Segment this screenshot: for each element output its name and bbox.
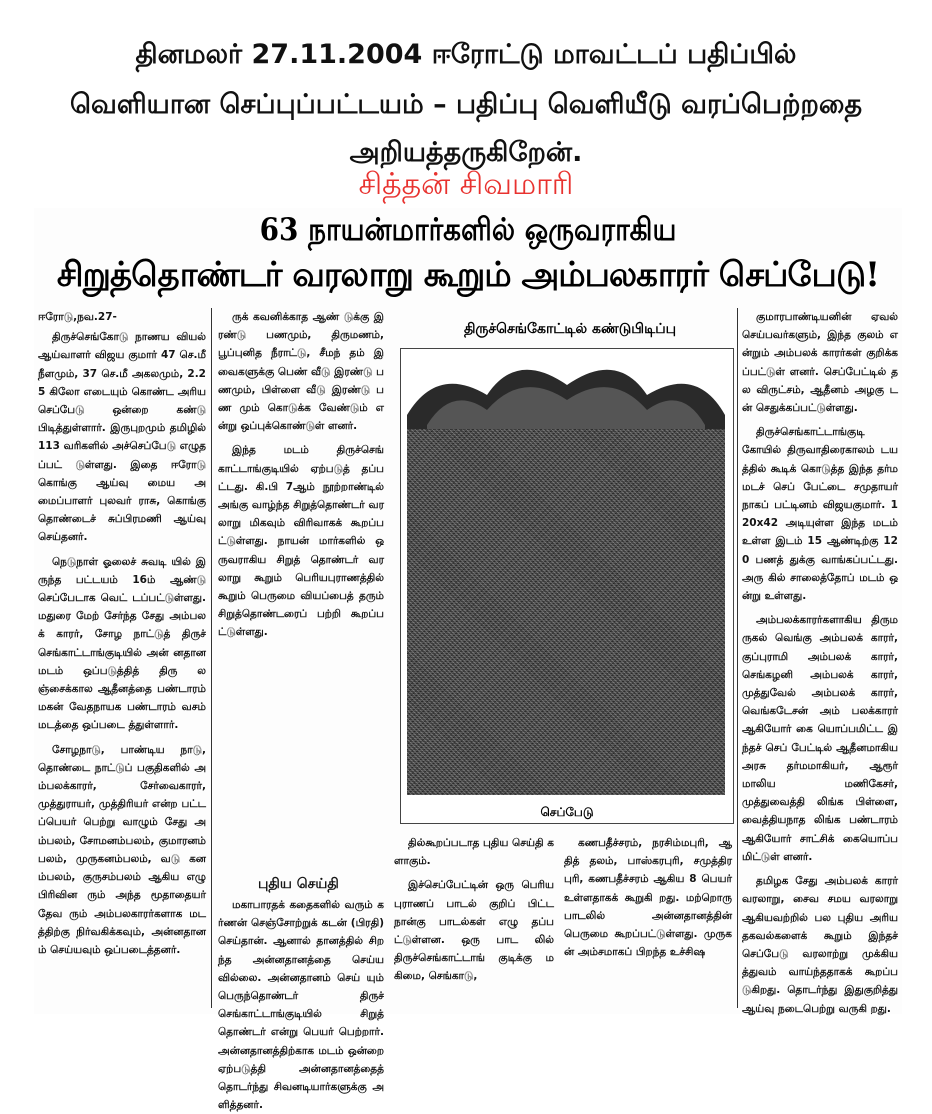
column-divider — [737, 308, 738, 1008]
paragraph: தமிழக சேது அம்பலக் காரர் வரலாறு, சைவ சமய வரலாறு ஆகியவற்றில் பல புதிய அரிய தகவல்களைக் கூறும் இந்தச் செப்பேடு வரலாற்று முக்கியத்துவம் வாய்ந்ததாகக் கூறப்படுகிறது. தொடர்ந்து இதுகுறித்து ஆய்வு நடைபெற்று வருகி றது. — [742, 875, 898, 1015]
copper-plate-image — [407, 429, 725, 795]
newspaper-clipping — [34, 208, 902, 1112]
paragraph: குமாரபாண்டியனின் ஏவல் செய்பவர்களும், இந்த குலம் என்றும் அம்பலக் காரர்கள் குறிக்கப்பட்டுள் ளனர். செப்பேட்டில் தல விருட்சம், ஆதீனம் அழகு டன் செதுக்கப்பட்டுள்ளது. — [742, 311, 898, 415]
paragraph: திருச்செங்கோடு நாணய வியல் ஆய்வாளர் விஜய குமார் 47 செ.மீ நீளமும், 37 செ.மீ அகலமும், 2.25 கிலோ எடையும் கொண்ட அரிய செப்பேடு ஒன்றை கண்டு பிடித்துள்ளார். இருபுறமும் தமிழில் 113 வரிகளில் அச்செப்பேடு எழுதப்பட் டுள்ளது. இதை ஈரோடு கொங்கு ஆய்வு மைய அமைப்பாளர் புலவர் ராசு, கொங்கு தொண்டைச் சுப்பிரமணி ஆய்வு செய்தனர். — [38, 331, 206, 544]
article-column-4 — [564, 834, 732, 1010]
paragraph: நெடுநாள் ஓலைச் சுவடி யில் இருந்த பட்டயம் 16ம் ஆண்டு செப்பேடாக வெட் டப்பட்டுள்ளது. மதுரை மேற் சேர்ந்த சேது அம்பலக் காரர், சோழ நாட்டுத் திருச் செங்காட்டாங்குடியில் அன் னதான மடம் ஒப்படுத்தித் திரு லஞ்சைக்கால ஆதீனத்தை பண்டாரம் மகன் வேதநாயக பண்டாரம் வசம் மடத்தை ஒப்படை த்துள்ளார். — [38, 555, 206, 732]
headline-line-2: சிறுத்தொண்டர் வரலாறு கூறும் அம்பலகாரர் செப்பேடு! — [56, 255, 880, 295]
paragraph: தில்கூறப்படாத புதிய செய்தி களாகும். — [394, 837, 555, 868]
article-column-1 — [38, 308, 206, 1008]
article-column-2-continued — [218, 868, 384, 1112]
headline-line-1: 63 நாயன்மார்களில் ஒருவராகிய — [259, 212, 677, 248]
paragraph: சோழநாடு, பாண்டிய நாடு, தொண்டை நாட்டுப் பகுதிகளில் அம்பலக்காரர், சேர்வைகாரர், முத்துராயர், முத்திரியர் என்ற பட்டப்பெயர் பெற்று வாழும் சேது அம்பலம், சோமனம்பலம், குமாரனம் பலம், முருகனம்பலம், வடு கனம்பலம், குருசம்பலம் ஆகிய எழு பிரிவின ரும் அந்த மூதாதையர் தேவ ரும் அம்பலகாரர்களாக மடத்திற்கு நிர்வகிக்கவும், அன்னதானம் செய்யவும் ஒப்படைத்தனர். — [38, 743, 206, 956]
photo-title: திருச்செங்கோட்டில் கண்டுபிடிப்பு — [463, 321, 677, 337]
article-column-2 — [218, 308, 384, 868]
paragraph: இந்த மடம் திருச்செங் காட்டாங்குடியில் ஏற்படுத் தப்பட்டது. கி.பி 7ஆம் நூற்றாண்டில் அங்கு வாழ்ந்த சிறுத்தொண்டர் வரலாறு மிகவும் விரிவாகக் கூறப்பட்டுள்ளது. நாயன் மார்களில் ஒருவராகிய சிறுத் தொண்டர் வரலாறு கூறும் பெரியபுராணத்தில் கூறும் பெருமை வியப்பைத் தரும் சிறுத்தொண்டரைப் பற்றி கூறப்பட்டுள்ளது. — [218, 444, 384, 639]
column-divider — [211, 308, 212, 1008]
caption-line-1: தினமலர் 27.11.2004 ஈரோட்டு மாவட்டப் பதிப்பில் — [135, 39, 797, 70]
paragraph: அம்பலக்காரர்களாகிய திருமருகல் வெங்கு அம்பலக் காரர், குப்புராமி அம்பலக் காரர், செங்கழனி அம்பலக் காரர், முத்துவேல் அம்பலக் காரர், வெங்கடேசன் அம் பலக்காரர் ஆகியோர் கை யொப்பமிட்ட இந்தச் செப் பேட்டில் ஆதீனமாகிய அரசு தர்மமாகியர், ஆரூர் மாலிய மணிகேசர், முத்துவைத்தி லிங்க பிள்ளை, வைத்தியநாத லிங்க பண்டாரம் ஆகியோர் சாட்சிக் கையொப்பமிட்டுள் ளனர். — [742, 614, 898, 863]
paragraph: திருச்செங்காட்டாங்குடி கோயில் திருவாதிரைகாலம் டயத்தில் கூடிக் கொடுத்த இந்த தர்ம மடச் செப் பேட்டை சமுதாயர் நாகப் பட்டினம் விஜயகுமார். 120x42 அடியுள்ள இந்த மடம் உள்ள இடம் 15 ஆண்டிற்கு 120 பணத் துக்கு வாங்கப்பட்டது. அரு கில் சாலைத்தோப் மடம் ஒன்று உள்ளது. — [742, 426, 898, 603]
dateline: ஈரோடு,நவ.27- — [38, 311, 117, 323]
photo-caption: செப்பேடு — [540, 805, 594, 819]
caption-line-3: அறியத்தருகிறேன். — [349, 137, 583, 168]
subheading: புதிய செய்தி — [258, 876, 339, 892]
copper-plate-photo — [400, 348, 734, 824]
caption-line-2: வெளியான செப்புப்பட்டயம் – பதிப்பு வெளியீடு வரப்பெற்றதை — [69, 89, 863, 120]
paragraph: ருக் கவனிக்காத ஆண் டுக்கு இரண்டு பணமும், திருமணம், பூப்புனித நீராட்டு, சீமந் தம் இவைகளுக்கு பெண் வீடு இரண்டு பணமும், பிள்ளை வீடு இரண்டு பண மும் கொடுக்க வேண்டும் என்று ஒப்புக்கொண்டுள் ளனர். — [218, 311, 384, 433]
paragraph: இச்செப்பேட்டின் ஒரு பெரியபுராணப் பாடல் குறிப் பிட்ட நான்கு பாடல்கள் எழு தப்பட்டுள்ளன. ஒரு பாட லில் திருச்செங்காட்டாங் குடிக்கு மகிமை, செங்காடு, — [394, 879, 554, 983]
paragraph: கணபதீச்சரம், நரசிம்மபுரி, ஆதித் தலம், பாஸ்கரபுரி, சமுத்திர புரி, கணபதீச்சரம் ஆகிய 8 பெயர் உள்ளதாகக் கூறுகி றது. மற்றொரு பாடலில் அன்னதானத்தின் பெருமை கூறப்பட்டுள்ளது. முருகன் அம்சமாகப் பிறந்த உச்சிஷ — [564, 837, 732, 959]
article-column-5 — [742, 308, 898, 1015]
article-column-3 — [394, 834, 554, 1010]
paragraph: மகாபாரதக் கதைகளில் வரும் கர்ணன் செஞ்சோற்றுக் கடன் (பிரதி) செய்தான். ஆனால் தானத்தில் சிறந்த அன்னதானத்தை செய்ய வில்லை. அன்னதானம் செய் யும் பெருந்தொண்டர் திருச் செங்காட்டாங்குடியில் சிறுத் தொண்டர் என்று பெயர் பெற்றார். அன்னதானத்திற்காக மடம் ஒன்றை ஏற்படுத்தி அன்னதானத்தைத் தொடர்ந்து சிவனடியார்களுக்கு அளித்தனர். — [218, 899, 384, 1112]
author-credit: சித்தன் சிவமாரி — [358, 167, 574, 202]
